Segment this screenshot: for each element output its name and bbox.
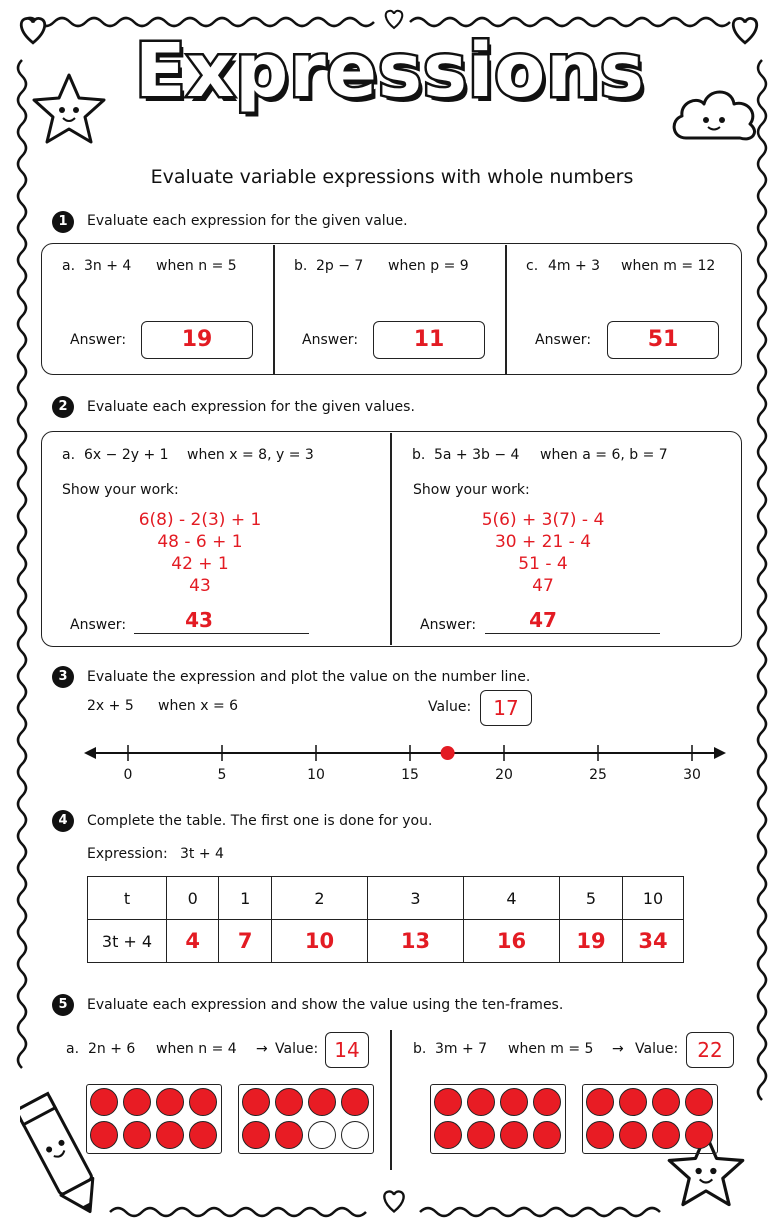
value-label: Value: [635,1041,679,1057]
condition: when x = 6 [158,698,239,714]
table-cell[interactable]: 7 [219,920,271,963]
tick-label: 25 [589,767,607,783]
answer-line [485,633,660,634]
filled-counter[interactable] [533,1088,561,1116]
condition: when x = 8, y = 3 [187,447,314,463]
work-step: 47 [532,576,554,596]
table-cell[interactable]: 4 [167,920,219,963]
table-cell: 10 [623,877,684,920]
expression: 3n + 4 [84,258,132,274]
divider [390,433,392,645]
table-cell: 5 [560,877,623,920]
item-label: b. [412,447,426,463]
filled-counter[interactable] [275,1121,303,1149]
filled-counter[interactable] [242,1121,270,1149]
table-cell: 3 [367,877,463,920]
table-row [88,920,684,963]
filled-counter[interactable] [242,1088,270,1116]
empty-counter[interactable] [308,1121,336,1149]
item-label: a. [62,447,76,463]
expression: 4m + 3 [548,258,601,274]
filled-counter[interactable] [341,1088,369,1116]
tick-label: 0 [123,767,133,783]
empty-counter[interactable] [341,1121,369,1149]
tick-label: 10 [307,767,325,783]
item-label: c. [526,258,539,274]
value-box[interactable]: 17 [480,690,532,726]
expression: 2p − 7 [316,258,364,274]
work-step: 48 - 6 + 1 [157,532,243,552]
filled-counter[interactable] [500,1088,528,1116]
expression-label: Expression: [87,846,168,862]
expression: 3t + 4 [180,846,224,862]
condition: when n = 5 [156,258,237,274]
answer-label: Answer: [535,332,592,348]
value-box[interactable]: 22 [686,1032,734,1068]
arrow: → [612,1041,624,1057]
expression: 2x + 5 [87,698,134,714]
work-step: 43 [189,576,211,596]
work-step: 30 + 21 - 4 [494,532,592,552]
filled-counter[interactable] [467,1121,495,1149]
arrow-right-icon [714,747,726,759]
work-step: 51 - 4 [518,554,568,574]
filled-counter[interactable] [434,1121,462,1149]
item-label: a. [66,1041,80,1057]
filled-counter[interactable] [685,1121,713,1149]
divider [390,1030,392,1170]
filled-counter[interactable] [189,1088,217,1116]
filled-counter[interactable] [434,1088,462,1116]
work-label: Show your work: [62,482,179,498]
divider [505,245,507,375]
values-table [87,876,684,963]
answer-label: Answer: [70,332,127,348]
table-header-row [88,877,684,920]
arrow: → [256,1041,268,1057]
filled-counter[interactable] [90,1088,118,1116]
answer-label: Answer: [420,617,477,633]
section-number: 1 [52,211,74,233]
table-cell: 2 [271,877,367,920]
filled-counter[interactable] [308,1088,336,1116]
star-icon [28,70,110,150]
section-instruction: Evaluate each expression and show the value using the ten-frames. [87,997,564,1013]
filled-counter[interactable] [467,1088,495,1116]
answer-box[interactable]: 19 [141,321,253,359]
answer-box[interactable]: 51 [607,321,719,359]
tick-label: 20 [495,767,513,783]
divider [273,245,275,375]
table-cell[interactable]: 34 [623,920,684,963]
section-number: 4 [52,810,74,832]
tick-label: 15 [401,767,419,783]
filled-counter[interactable] [90,1121,118,1149]
filled-counter[interactable] [189,1121,217,1149]
table-cell[interactable]: 19 [560,920,623,963]
section-number: 3 [52,666,74,688]
filled-counter[interactable] [652,1121,680,1149]
filled-counter[interactable] [123,1088,151,1116]
answer-label: Answer: [302,332,359,348]
table-cell: 0 [167,877,219,920]
expression: 2n + 6 [88,1041,136,1057]
filled-counter[interactable] [156,1121,184,1149]
condition: when p = 9 [388,258,469,274]
table-cell: t [88,877,167,920]
section-instruction: Complete the table. The first one is done for you. [87,813,433,829]
work-step: 6(8) - 2(3) + 1 [138,510,262,530]
answer-box[interactable]: 11 [373,321,485,359]
page-subtitle: Evaluate variable expressions with whole numbers [150,166,634,188]
section-number: 2 [52,396,74,418]
condition: when n = 4 [156,1041,237,1057]
heart-icon [728,14,762,46]
answer-value[interactable]: 43 [185,608,213,632]
section-instruction: Evaluate the expression and plot the value on the number line. [87,669,531,685]
filled-counter[interactable] [500,1121,528,1149]
work-step: 5(6) + 3(7) - 4 [481,510,605,530]
filled-counter[interactable] [685,1088,713,1116]
section-instruction: Evaluate each expression for the given value. [87,213,408,229]
section-number: 5 [52,994,74,1016]
item-label: b. [294,258,308,274]
heart-icon [16,14,50,46]
filled-counter[interactable] [156,1088,184,1116]
answer-label: Answer: [70,617,127,633]
tick-label: 30 [683,767,701,783]
heart-icon [380,1188,408,1214]
expression: 6x − 2y + 1 [84,447,169,463]
page-title: Expressions [135,28,645,114]
work-steps [413,509,673,597]
filled-counter[interactable] [123,1121,151,1149]
section-instruction: Evaluate each expression for the given values. [87,399,415,415]
table-cell[interactable]: 16 [463,920,559,963]
value-label: Value: [428,699,472,715]
table-cell: 4 [463,877,559,920]
table-cell[interactable]: 10 [271,920,367,963]
arrow-left-icon [84,747,96,759]
work-steps [70,509,330,597]
condition: when a = 6, b = 7 [540,447,668,463]
filled-counter[interactable] [652,1088,680,1116]
expression: 3m + 7 [435,1041,488,1057]
answer-value[interactable]: 47 [529,608,557,632]
filled-counter[interactable] [533,1121,561,1149]
condition: when m = 5 [508,1041,594,1057]
answer-line [134,633,309,634]
plotted-point[interactable] [441,746,455,760]
filled-counter[interactable] [275,1088,303,1116]
filled-counter[interactable] [619,1121,647,1149]
value-box[interactable]: 14 [325,1032,369,1068]
cloud-icon [666,80,762,146]
item-label: a. [62,258,76,274]
filled-counter[interactable] [586,1121,614,1149]
value-label: Value: [275,1041,319,1057]
filled-counter[interactable] [586,1088,614,1116]
item-label: b. [413,1041,427,1057]
work-step: 42 + 1 [171,554,229,574]
filled-counter[interactable] [619,1088,647,1116]
table-cell: 3t + 4 [88,920,167,963]
work-label: Show your work: [413,482,530,498]
expression: 5a + 3b − 4 [434,447,520,463]
number-line[interactable] [80,736,730,786]
tick-label: 5 [217,767,227,783]
heart-icon [382,8,406,30]
condition: when m = 12 [621,258,716,274]
table-cell[interactable]: 13 [367,920,463,963]
table-cell: 1 [219,877,271,920]
